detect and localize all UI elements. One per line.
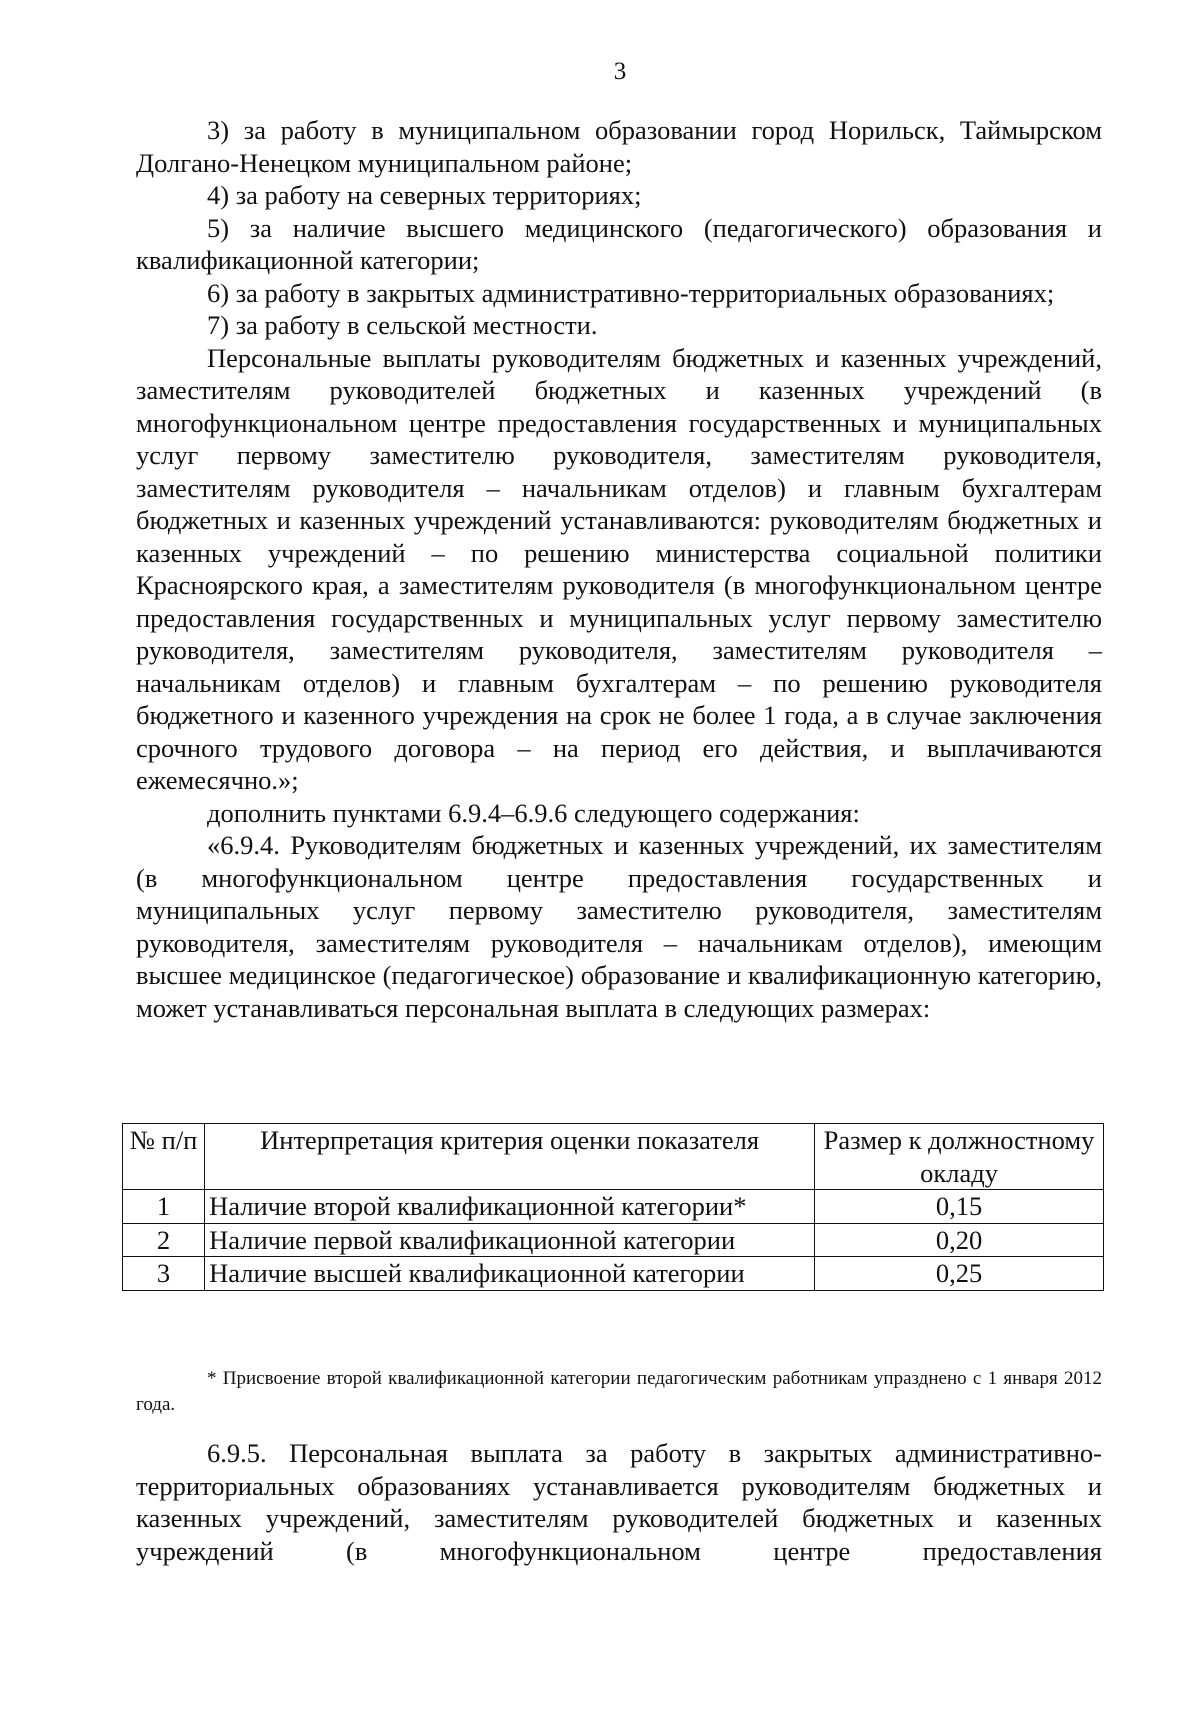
cell-criterion: Наличие первой квалификационной категории — [205, 1223, 815, 1257]
table-row — [123, 1223, 1104, 1257]
page-number: 3 — [613, 58, 627, 85]
cell-size: 0,20 — [815, 1223, 1104, 1257]
paragraph-6-9-5: 6.9.5. Персональная выплата за работу в закрытых административно-территориальных образованиях устанавливается руководителям бюджетных и казенных учреждений, заместителям руководителей бюджетных и казенных учреждений (в многофункциональном центре предоставления — [136, 1438, 1102, 1566]
cell-num: 3 — [123, 1257, 205, 1291]
paragraph-item-4: 4) за работу на северных территориях; — [207, 180, 642, 210]
cell-num: 2 — [123, 1223, 205, 1257]
paragraph-item-5: 5) за наличие высшего медицинского (педагогического) образования и квалификационной категории; — [136, 212, 1102, 275]
table-row — [123, 1190, 1104, 1224]
header-criterion: Интерпретация критерия оценки показателя — [205, 1124, 815, 1190]
criteria-table — [122, 1123, 1104, 1291]
body-text-bottom — [136, 1437, 1102, 1567]
table-row — [123, 1257, 1104, 1291]
paragraph-6-9-4: «6.9.4. Руководителям бюджетных и казенных учреждений, их заместителям (в многофункциональном центре предоставления государственных и муниципальных услуг первому заместителю руководителя, заместителям руководителя, заместителям руководителя – начальникам отделов), имеющим высшее медицинское (педагогическое) образование и квалификационную категорию, может устанавливаться персональная выплата в следующих размерах: — [136, 830, 1102, 1023]
paragraph-personal-payments: Персональные выплаты руководителям бюджетных и казенных учреждений, заместителям руководителей бюджетных и казенных учреждений (в многофункциональном центре предоставления государственных и муниципальных услуг первому заместителю руководителя, заместителям руководителя, заместителям руководителя – начальникам отделов) и главным бухгалтерам бюджетных и казенных учреждений устанавливаются: руководителям бюджетных и казенных учреждений – по решению министерства социальной политики Красноярского края, а заместителям руководителя (в многофункциональном центре предоставления государственных и муниципальных услуг первому заместителю руководителя, заместителям руководителя, заместителям руководителя – начальникам отделов) и главным бухгалтерам – по решению руководителя бюджетного и казенного учреждения на срок не более 1 года, а в случае заключения срочного трудового договора – на период его действия, и выплачиваются ежемесячно.»; — [136, 342, 1102, 795]
footnote: * Присвоение второй квалификационной категории педагогическим работникам упразднено с 1 января 2012 года. — [136, 1368, 1102, 1415]
table-header-row — [123, 1124, 1104, 1190]
body-text-top — [136, 114, 1102, 1024]
cell-criterion: Наличие высшей квалификационной категории — [205, 1257, 815, 1291]
paragraph-item-3: 3) за работу в муниципальном образовании город Норильск, Таймырском Долгано-Ненецком муниципальном районе; — [136, 115, 1102, 178]
paragraph-amendment-intro: дополнить пунктами 6.9.4–6.9.6 следующего содержания: — [207, 797, 860, 828]
cell-criterion: Наличие второй квалификационной категории* — [205, 1190, 815, 1224]
cell-size: 0,25 — [815, 1257, 1104, 1291]
cell-num: 1 — [123, 1190, 205, 1224]
header-num: № п/п — [123, 1124, 205, 1190]
header-size: Размер к должностному окладу — [815, 1124, 1104, 1190]
cell-size: 0,15 — [815, 1190, 1104, 1224]
paragraph-item-7: 7) за работу в сельской местности. — [207, 310, 598, 340]
paragraph-item-6: 6) за работу в закрытых административно-территориальных образованиях; — [207, 277, 1055, 308]
